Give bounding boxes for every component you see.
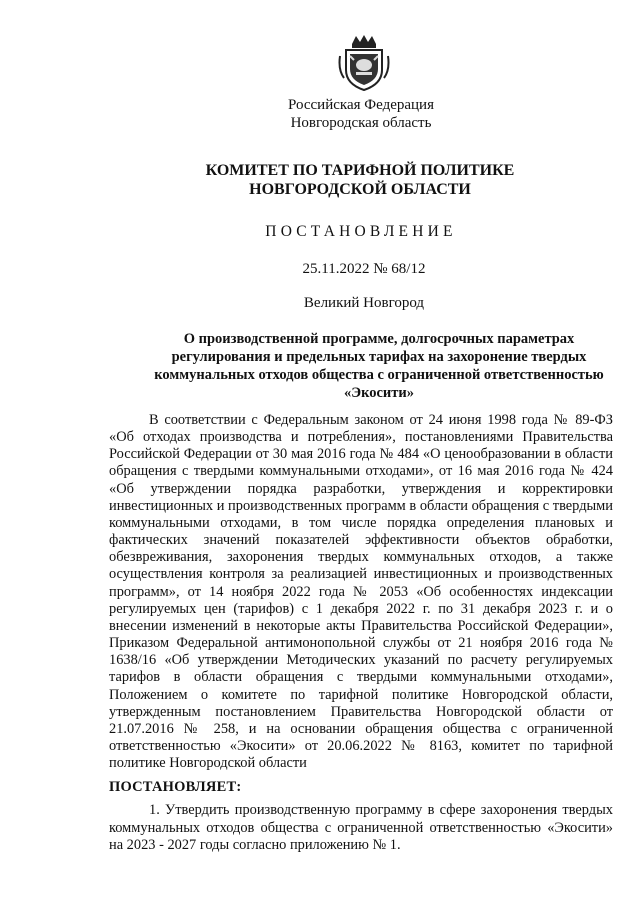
resolution-item-1-text: 1. Утвердить производственную программу в сфере захоронения твердых коммунальных отходов общества с ограниченной ответственностью «Экосити» на 2023 - 2027 годы согласно приложению № 1.: [109, 802, 613, 853]
document-city: Великий Новгород: [303, 295, 425, 311]
coat-of-arms-icon: [338, 34, 390, 92]
document-type: ПОСТАНОВЛЕНИЕ: [265, 223, 457, 240]
preamble-paragraph: В соответствии с Федеральным законом от 24 июня 1998 года № 89-ФЗ «Об отходах производства и потребления», постановлениями Правительства Российской Федерации от 30 мая 2016 года № 484 «О ценообразовании в области обращения с твердыми коммунальными отходами», от 16 мая 2016 года № 424 «Об утверждении порядка разработки, утверждения и корректировки инвестиционных и производственных программ в области обращения с твердыми коммунальными отходами, в том числе порядка определения плановых и фактических значений показателей эффективности объектов обработки, обезвреживания, захоронения твердых коммунальных отходов, а также осуществления контроля за реализацией инвестиционных и производственных программ», от 14 ноября 2022 года № 2053 «Об особенностях индексации регулируемых цен (тарифов) с 1 декабря 2022 г. по 31 декабря 2023 г. и о внесении изменений в некоторые акты Правительства Российской Федерации», Приказом Федеральной антимонопольной службы от 21 ноября 2016 года № 1638/16 «Об утверждении Методических указаний по расчету регулируемых тарифов в области обращения с твердыми коммунальными отходами», Положением о комитете по тарифной политике Новгородской области, утвержденным постановлением Правительства Новгородской области от 21.07.2016 № 258, и на основании обращения общества с ограниченной ответственностью «Экосити» от 20.06.2022 № 8163, комитет по тарифной политике Новгородской области: [109, 412, 613, 772]
document-date-number: 25.11.2022 № 68/12: [302, 261, 426, 277]
preamble: [109, 412, 613, 772]
country-name: Российская Федерация: [288, 97, 434, 113]
region-name: Новгородская область: [290, 115, 432, 131]
resolution-item-1: [109, 802, 613, 855]
resolves-heading: ПОСТАНОВЛЯЕТ:: [109, 779, 242, 795]
document-subject: О производственной программе, долгосрочных параметрах регулирования и предельных тарифах на захоронение твердых коммунальных отходов общества с ограниченной ответственностью «Экосити»: [154, 331, 604, 401]
committee-title: КОМИТЕТ ПО ТАРИФНОЙ ПОЛИТИКЕ НОВГОРОДСКОЙ ОБЛАСТИ: [205, 162, 515, 198]
